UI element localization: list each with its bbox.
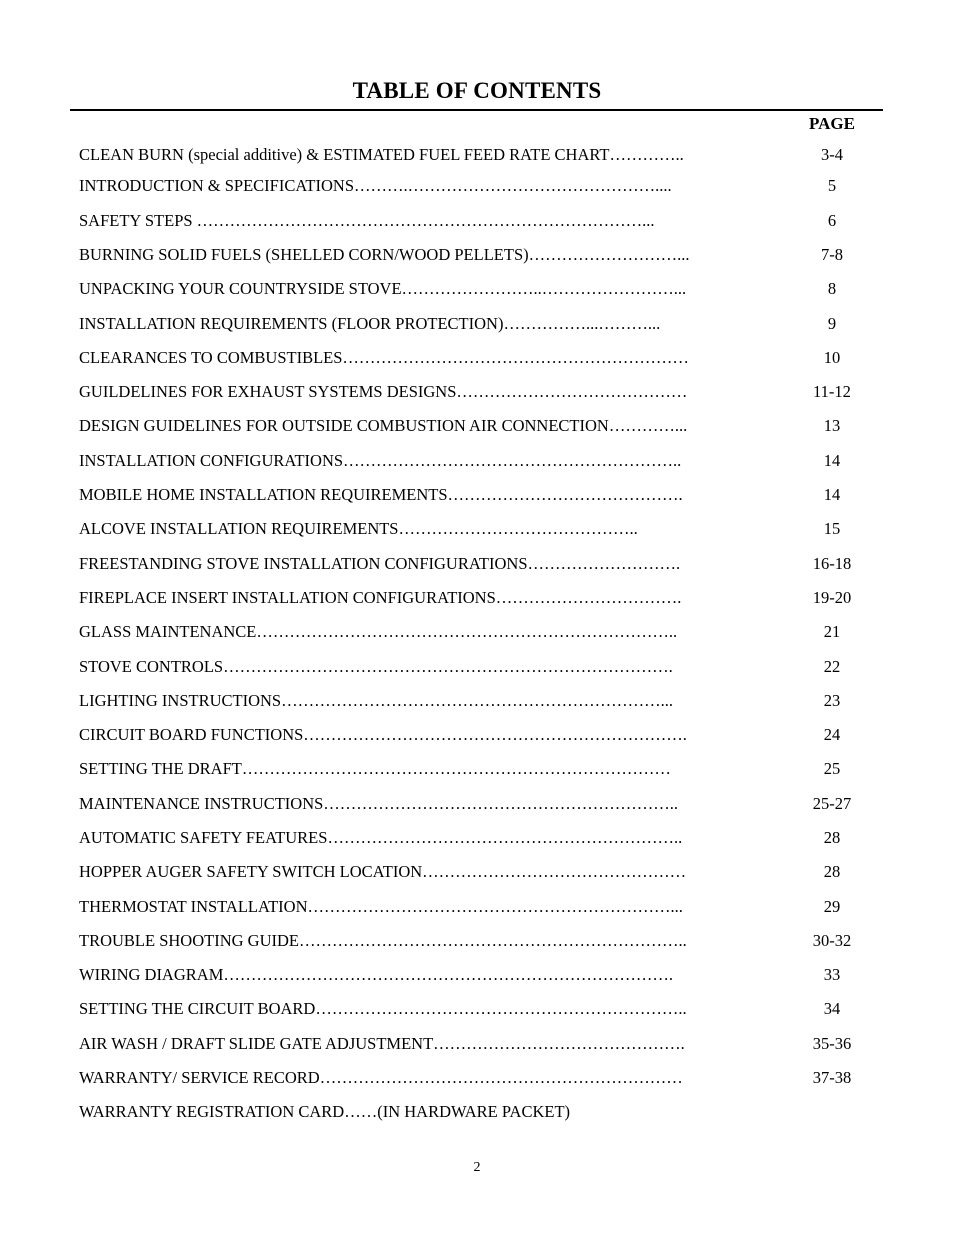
toc-entry [0, 620, 954, 644]
toc-entry-page: 34 [823, 999, 841, 1018]
toc-entry-page: 21 [823, 622, 841, 641]
toc-entry-page: 28 [823, 862, 841, 881]
toc-entry [0, 689, 954, 713]
toc-entry-title: WARRANTY REGISTRATION CARD……(IN HARDWARE PACKET) [79, 1102, 571, 1121]
toc-entry [0, 792, 954, 816]
toc-entry-page: 30-32 [812, 931, 852, 950]
toc-entry-page: 19-20 [812, 588, 852, 607]
toc-entry-title: INSTALLATION REQUIREMENTS (FLOOR PROTECTION)……………...………... [79, 314, 661, 333]
toc-entry-title: HOPPER AUGER SAFETY SWITCH LOCATION………………………………………… [79, 862, 687, 881]
toc-entry-title: FREESTANDING STOVE INSTALLATION CONFIGURATIONS………………………. [79, 554, 681, 573]
toc-entry [0, 895, 954, 919]
toc-entry-page: 7-8 [821, 245, 843, 264]
toc-entry [0, 1032, 954, 1056]
toc-entry [0, 1066, 954, 1090]
toc-entry-title: GUILDELINES FOR EXHAUST SYSTEMS DESIGNS…………………………………… [79, 382, 688, 401]
page-column-header: PAGE [809, 114, 855, 133]
toc-entry-page: 9 [827, 314, 837, 333]
toc-entry-page: 23 [823, 691, 841, 710]
toc-entry-page: 6 [827, 211, 837, 230]
toc-entry [0, 826, 954, 850]
toc-entry [0, 414, 954, 438]
page-title: TABLE OF CONTENTS [352, 78, 602, 103]
toc-entry-page: 15 [823, 519, 841, 538]
toc-entry [0, 963, 954, 987]
toc-entry [0, 655, 954, 679]
toc-entry-title: LIGHTING INSTRUCTIONS……………………………………………………………... [79, 691, 673, 710]
toc-entry [0, 757, 954, 781]
toc-entry-title: THERMOSTAT INSTALLATION…………………………………………………………... [79, 897, 683, 916]
toc-entry-title: INTRODUCTION & SPECIFICATIONS……….……………………………………….... [79, 176, 672, 195]
toc-entry-page: 25 [823, 759, 841, 778]
toc-entry-title: FIREPLACE INSERT INSTALLATION CONFIGURATIONS……………………………. [79, 588, 682, 607]
toc-entry-title: SETTING THE DRAFT…………………………………………………………………… [79, 759, 671, 778]
toc-entry-page: 8 [827, 279, 837, 298]
toc-entry [0, 312, 954, 336]
toc-entry-page: 10 [823, 348, 841, 367]
toc-entry-page: 25-27 [812, 794, 852, 813]
toc-entry-page: 5 [827, 176, 837, 195]
toc-entry-title: WIRING DIAGRAM………………………………………………………………………. [79, 965, 673, 984]
toc-entry-title: AIR WASH / DRAFT SLIDE GATE ADJUSTMENT………………………………………. [79, 1034, 685, 1053]
toc-entry-title: MOBILE HOME INSTALLATION REQUIREMENTS……………………………………. [79, 485, 683, 504]
toc-entry-page: 37-38 [812, 1068, 852, 1087]
toc-entry [0, 586, 954, 610]
toc-entry-title: AUTOMATIC SAFETY FEATURES……………………………………………………….. [79, 828, 683, 847]
toc-entry [0, 860, 954, 884]
toc-entry [0, 1100, 954, 1124]
toc-entry [0, 552, 954, 576]
toc-entry [0, 483, 954, 507]
toc-entry [0, 143, 954, 167]
toc-entry-page: 3-4 [821, 145, 843, 164]
toc-entry-title: SAFETY STEPS ………………………………………………………………………... [79, 211, 655, 230]
toc-entry-title: UNPACKING YOUR COUNTRYSIDE STOVE……………………..……………………... [79, 279, 687, 298]
toc-entry-page: 14 [823, 485, 841, 504]
toc-entry-title: BURNING SOLID FUELS (SHELLED CORN/WOOD PELLETS)………………………... [79, 245, 690, 264]
toc-entry-page: 33 [823, 965, 841, 984]
toc-entry-page: 11-12 [813, 382, 851, 401]
toc-entry [0, 346, 954, 370]
toc-entry-page: 29 [823, 897, 841, 916]
toc-entry-title: WARRANTY/ SERVICE RECORD………………………………………………………… [79, 1068, 683, 1087]
toc-entry-title: TROUBLE SHOOTING GUIDE…………………………………………………………….. [79, 931, 687, 950]
toc-entry-title: CLEARANCES TO COMBUSTIBLES……………………………………………………… [79, 348, 689, 367]
toc-entry [0, 517, 954, 541]
toc-entry-title: STOVE CONTROLS………………………………………………………………………. [79, 657, 673, 676]
toc-entry-page: 24 [823, 725, 841, 744]
toc-entry-page: 16-18 [812, 554, 852, 573]
toc-entry-title: SETTING THE CIRCUIT BOARD………………………………………………………….. [79, 999, 687, 1018]
toc-entry-page: 14 [823, 451, 841, 470]
toc-entry-page: 13 [823, 416, 841, 435]
page-number: 2 [473, 1160, 481, 1175]
toc-entry-page: 22 [823, 657, 841, 676]
toc-entry [0, 929, 954, 953]
toc-entry [0, 277, 954, 301]
toc-entry-title: MAINTENANCE INSTRUCTIONS……………………………………………………….. [79, 794, 679, 813]
toc-entry [0, 449, 954, 473]
toc-entry [0, 174, 954, 198]
toc-entry-title: GLASS MAINTENANCE………………………………………………………………….. [79, 622, 678, 641]
toc-entry [0, 243, 954, 267]
toc-entry [0, 209, 954, 233]
toc-entry [0, 997, 954, 1021]
toc-entry-title: DESIGN GUIDELINES FOR OUTSIDE COMBUSTION AIR CONNECTION…………... [79, 416, 688, 435]
toc-entry-title: ALCOVE INSTALLATION REQUIREMENTS…………………………………….. [79, 519, 638, 538]
toc-entry-title: CIRCUIT BOARD FUNCTIONS……………………………………………………………. [79, 725, 687, 744]
toc-entry [0, 380, 954, 404]
toc-entry-title: CLEAN BURN (special additive) & ESTIMATED FUEL FEED RATE CHART………….. [79, 145, 684, 164]
toc-entry-title: INSTALLATION CONFIGURATIONS…………………………………………………….. [79, 451, 682, 470]
toc-entry-page: 35-36 [812, 1034, 852, 1053]
toc-entry [0, 723, 954, 747]
toc-entry-page: 28 [823, 828, 841, 847]
